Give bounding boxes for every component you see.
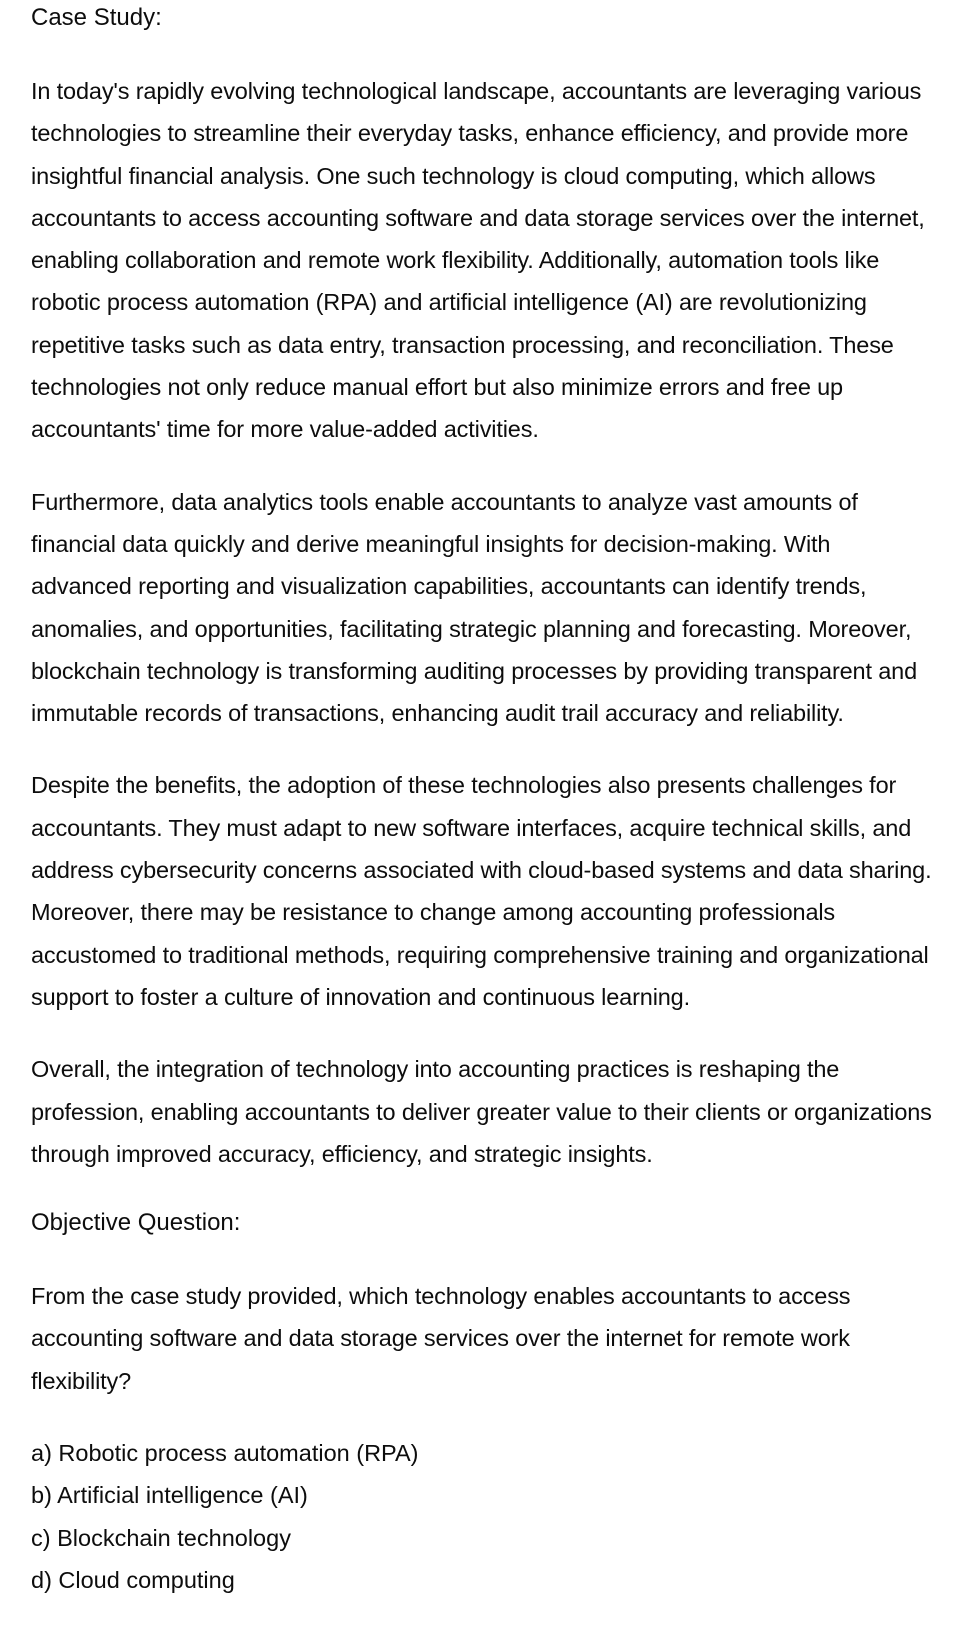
answer-option-b: b) Artificial intelligence (AI) <box>31 1482 308 1509</box>
answer-option-c: c) Blockchain technology <box>31 1524 291 1551</box>
objective-question-heading: Objective Question: <box>31 1209 241 1237</box>
question-text: From the case study provided, which technology enables accountants to access accounting software and data storage services over the internet for remote work flexibility? <box>31 1283 851 1394</box>
answer-options <box>31 1432 932 1601</box>
case-study-paragraph-2: Furthermore, data analytics tools enable accountants to analyze vast amounts of financial data quickly and derive meaningful insights for decision-making. With advanced reporting and visualization capabilities, accountants can identify trends, anomalies, and opportunities, facilitating strategic planning and forecasting. Moreover, blockchain technology is transforming auditing processes by providing transparent and immutable records of transactions, enhancing audit trail accuracy and reliability. <box>31 488 917 727</box>
answer-option-a: a) Robotic process automation (RPA) <box>31 1440 419 1467</box>
case-study-paragraph-1: In today's rapidly evolving technological landscape, accountants are leveraging various technologies to streamline their everyday tasks, enhance efficiency, and provide more insightful financial analysis. One such technology is cloud computing, which allows accountants to access accounting software and data storage services over the internet, enabling collaboration and remote work flexibility. Additionally, automation tools like robotic process automation (RPA) and artificial intelligence (AI) are revolutionizing repetitive tasks such as data entry, transaction processing, and reconciliation. These technologies not only reduce manual effort but also minimize errors and free up accountants' time for more value-added activities. <box>31 78 925 443</box>
case-study-paragraph-3: Despite the benefits, the adoption of these technologies also presents challenges for accountants. They must adapt to new software interfaces, acquire technical skills, and address cybersecurity concerns associated with cloud-based systems and data sharing. Moreover, there may be resistance to change among accounting professionals accustomed to traditional methods, requiring comprehensive training and organizational support to foster a culture of innovation and continuous learning. <box>31 772 932 1010</box>
answer-option-d: d) Cloud computing <box>31 1566 235 1593</box>
case-study-heading: Case Study: <box>31 4 162 31</box>
case-study-paragraph-4: Overall, the integration of technology into accounting practices is reshaping the profession, enabling accountants to deliver greater value to their clients or organizations through improved accuracy, efficiency, and strategic insights. <box>31 1056 932 1167</box>
